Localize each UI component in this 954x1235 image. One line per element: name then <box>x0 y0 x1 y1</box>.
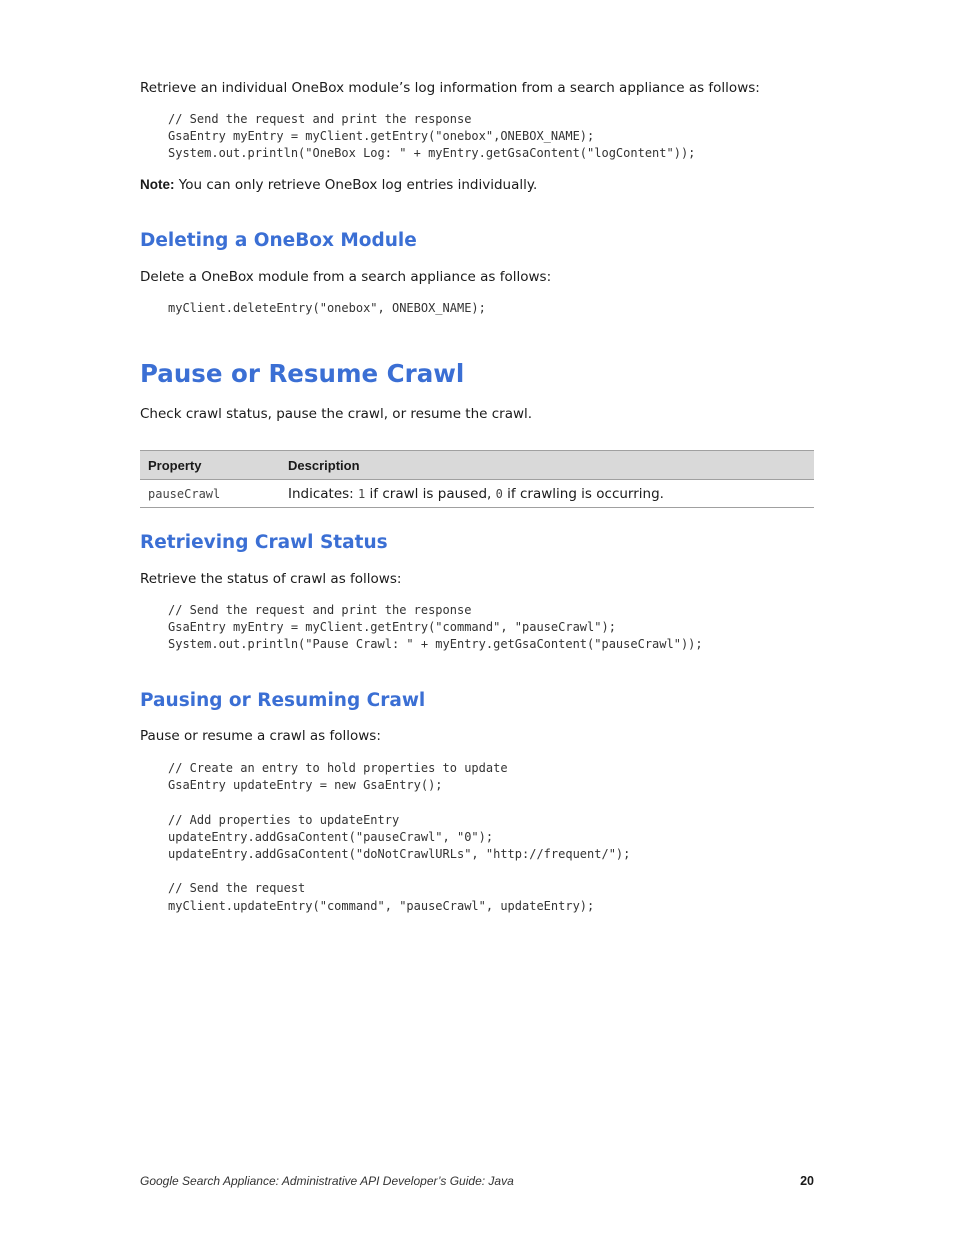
heading-retrieving-status: Retrieving Crawl Status <box>140 532 388 553</box>
note-label: Note: <box>140 177 175 192</box>
table-cell-property: pauseCrawl <box>140 480 280 508</box>
code-block-resume: // Create an entry to hold properties to update GsaEntry updateEntry = new GsaEntry(); // Add properties to updateEntry updateEntry.addGsaContent("pauseCrawl", "0"); updateEntry.addGsaContent("doNotCrawlURLs", "http://frequent/"); // Send the request myClient.updateEntry("command", "pauseCrawl", updateEntry); <box>168 761 631 913</box>
pause-text: Check crawl status, pause the crawl, or resume the crawl. <box>140 406 533 422</box>
heading-pause-resume: Pause or Resume Crawl <box>140 359 465 388</box>
status-text: Retrieve the status of crawl as follows: <box>140 571 402 587</box>
table-cell-description <box>280 480 814 508</box>
note <box>140 176 537 194</box>
property-table <box>140 450 814 508</box>
desc-part: if crawl is paused, <box>365 485 496 502</box>
table-row <box>140 480 814 508</box>
intro-text: Retrieve an individual OneBox module’s log information from a search appliance as follows: <box>140 80 760 96</box>
page-number: 20 <box>800 1174 814 1188</box>
delete-text: Delete a OneBox module from a search appliance as follows: <box>140 269 552 285</box>
code-block-delete: myClient.deleteEntry("onebox", ONEBOX_NAME); <box>168 301 486 315</box>
desc-code-0: 0 <box>495 486 503 501</box>
desc-part: if crawling is occurring. <box>502 485 664 502</box>
code-block-log: // Send the request and print the response GsaEntry myEntry = myClient.getEntry("onebox",ONEBOX_NAME); System.out.println("OneBox Log: " + myEntry.getGsaContent("logContent")); <box>168 112 696 161</box>
heading-pausing-resuming: Pausing or Resuming Crawl <box>140 690 426 711</box>
table-header-property: Property <box>140 451 280 480</box>
table-header-row <box>140 451 814 480</box>
resume-text: Pause or resume a crawl as follows: <box>140 728 381 744</box>
heading-deleting-onebox: Deleting a OneBox Module <box>140 230 417 251</box>
code-block-status: // Send the request and print the response GsaEntry myEntry = myClient.getEntry("command", "pauseCrawl"); System.out.println("Pause Crawl: " + myEntry.getGsaContent("pauseCrawl")); <box>168 603 703 652</box>
footer-title: Google Search Appliance: Administrative API Developer’s Guide: Java <box>140 1174 514 1188</box>
desc-code-1: 1 <box>358 486 366 501</box>
table-header-description: Description <box>280 451 814 480</box>
note-text: You can only retrieve OneBox log entries individually. <box>178 177 538 193</box>
desc-part: Indicates: <box>288 485 359 502</box>
